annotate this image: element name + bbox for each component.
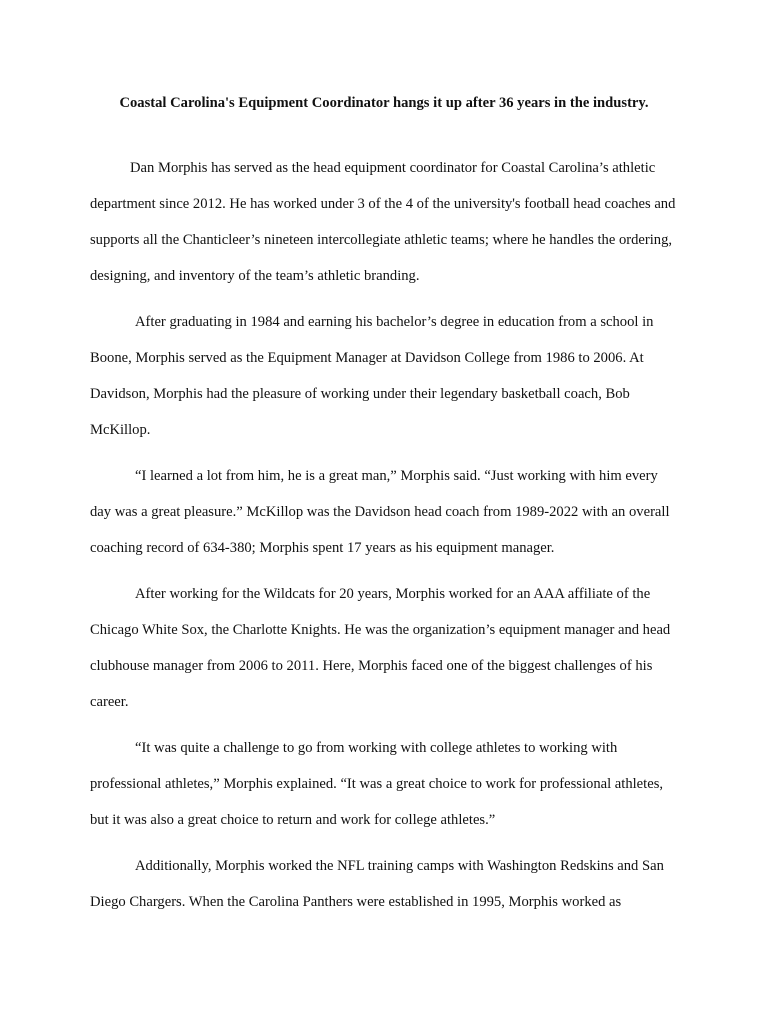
paragraph-2: After graduating in 1984 and earning his bachelor’s degree in education from a school in Boone, Morphis served as the Equipment Manager at Davidson College from 1986 to 2006. At Davidson, Morphis had the pleasure of working under their legendary basketball coach, Bob McKillop. (90, 314, 654, 438)
paragraph-3: “I learned a lot from him, he is a great man,” Morphis said. “Just working with him every day was a great pleasure.” McKillop was the Davidson head coach from 1989-2022 with an overall coaching record of 634-380; Morphis spent 17 years as his equipment manager. (90, 468, 670, 556)
article-body (90, 150, 682, 930)
paragraph-1: Dan Morphis has served as the head equipment coordinator for Coastal Carolina’s athletic department since 2012. He has worked under 3 of the 4 of the university's football head coaches and supports all the Chanticleer’s nineteen intercollegiate athletic teams; where he handles the ordering, designing, and inventory of the team’s athletic branding. (90, 160, 676, 284)
paragraph-5: “It was quite a challenge to go from working with college athletes to working with professional athletes,” Morphis explained. “It was a great choice to work for professional athletes, but it was also a great choice to return and work for college athletes.” (90, 740, 664, 828)
article-title: Coastal Carolina's Equipment Coordinator hangs it up after 36 years in the industry. (119, 95, 649, 111)
paragraph-6: Additionally, Morphis worked the NFL training camps with Washington Redskins and San Diego Chargers. When the Carolina Panthers were established in 1995, Morphis worked as (90, 858, 664, 910)
paragraph-4: After working for the Wildcats for 20 years, Morphis worked for an AAA affiliate of the Chicago White Sox, the Charlotte Knights. He was the organization’s equipment manager and head clubhouse manager from 2006 to 2011. Here, Morphis faced one of the biggest challenges of his career. (90, 586, 671, 710)
